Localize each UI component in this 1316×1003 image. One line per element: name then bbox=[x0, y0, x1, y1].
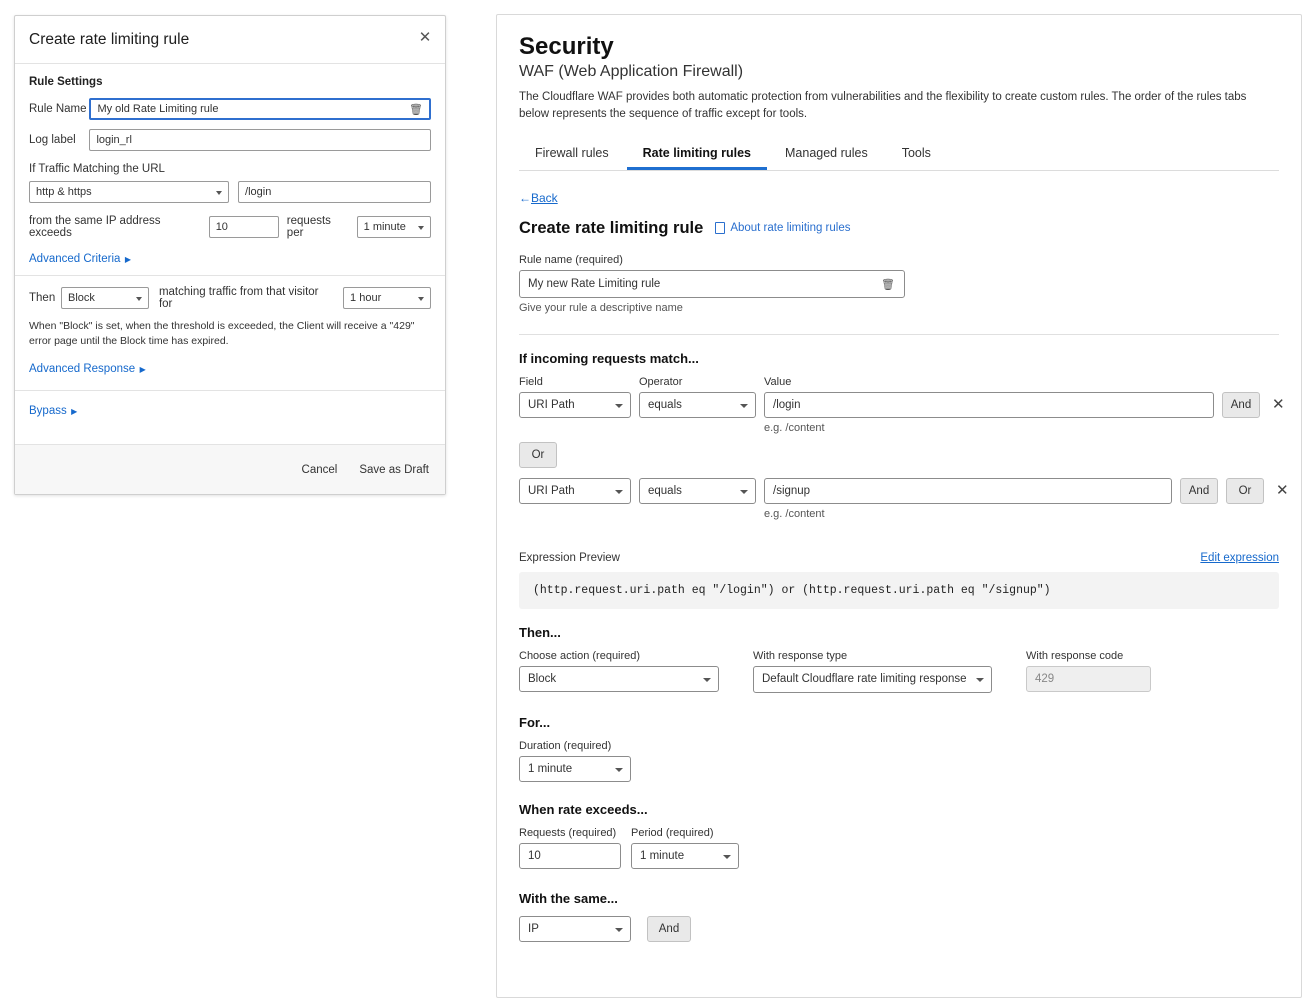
action-value: Block bbox=[528, 672, 557, 685]
action-label: Choose action (required) bbox=[519, 649, 641, 662]
chevron-right-icon-2[interactable]: ▶ bbox=[139, 365, 146, 375]
rate-row bbox=[519, 827, 1279, 869]
dialog-footer bbox=[15, 444, 445, 494]
page-intro: The Cloudflare WAF provides both automatic protection from vulnerabilities and the flexibility to create custom rules. The order of the rules tabs below represents the sequence of traffic except for tools. bbox=[519, 91, 1247, 121]
remove-condition-icon-2[interactable]: ✕ bbox=[1276, 481, 1289, 499]
expression-preview: (http.request.uri.path eq "/login") or (http.request.uri.path eq "/signup") bbox=[519, 572, 1279, 609]
remove-condition-icon[interactable]: ✕ bbox=[1272, 395, 1285, 413]
back-link-label: Back bbox=[531, 190, 558, 205]
value-input-2[interactable] bbox=[764, 478, 1172, 504]
document-icon bbox=[715, 222, 725, 234]
about-rate-limiting-link[interactable] bbox=[715, 222, 850, 234]
duration-value: 1 minute bbox=[528, 762, 573, 775]
dialog-title: Create rate limiting rule bbox=[29, 30, 190, 48]
rule-name-row bbox=[29, 98, 431, 120]
rule-settings-heading: Rule Settings bbox=[29, 76, 103, 88]
duration-select[interactable] bbox=[519, 756, 631, 782]
then-row bbox=[29, 286, 431, 310]
period-value: 1 minute bbox=[363, 221, 406, 233]
url-path-input[interactable] bbox=[238, 181, 431, 203]
threshold-row bbox=[29, 215, 431, 239]
action-select[interactable] bbox=[519, 666, 719, 692]
response-code-value: 429 bbox=[1035, 672, 1055, 685]
response-type-value: Default Cloudflare rate limiting response bbox=[762, 673, 967, 685]
block-duration-select[interactable] bbox=[343, 287, 431, 309]
and-button-characteristic[interactable]: And bbox=[647, 916, 691, 942]
condition-row-2 bbox=[519, 478, 1289, 520]
requests-input[interactable] bbox=[209, 216, 279, 238]
rule-name-help: Give your rule a descriptive name bbox=[519, 301, 683, 314]
expression-label: Expression Preview bbox=[519, 551, 620, 564]
column-header-field: Field bbox=[519, 375, 543, 388]
form-title: Create rate limiting rule bbox=[519, 218, 704, 237]
rule-name-input[interactable] bbox=[519, 270, 905, 298]
period-label: Period (required) bbox=[631, 826, 714, 839]
operator-select-2[interactable] bbox=[639, 478, 756, 504]
rule-name-input[interactable] bbox=[89, 98, 431, 120]
url-row bbox=[29, 181, 431, 203]
value-hint-2: e.g. /content bbox=[764, 507, 825, 520]
field-value-2: URI Path bbox=[528, 484, 575, 497]
rule-name-value: My old Rate Limiting rule bbox=[97, 103, 219, 115]
requests-value: 10 bbox=[528, 849, 541, 862]
value-text-2: /signup bbox=[773, 484, 811, 497]
chevron-right-icon-3[interactable]: ▶ bbox=[71, 407, 78, 417]
chevron-right-icon[interactable]: ▶ bbox=[124, 255, 132, 264]
matching-traffic-label: matching traffic from that visitor for bbox=[158, 286, 319, 310]
value-input[interactable] bbox=[764, 392, 1214, 418]
action-select[interactable] bbox=[61, 287, 149, 309]
divider-2 bbox=[15, 390, 445, 391]
tab-managed-rules[interactable]: Managed rules bbox=[785, 145, 868, 160]
requests-label: Requests (required) bbox=[519, 826, 617, 839]
column-header-operator: Operator bbox=[639, 375, 683, 388]
requests-input[interactable] bbox=[519, 843, 621, 869]
dialog-header bbox=[15, 16, 445, 64]
bypass-toggle[interactable]: Bypass bbox=[29, 405, 67, 418]
edit-expression-link[interactable]: Edit expression bbox=[1200, 551, 1279, 564]
operator-value: equals bbox=[648, 398, 682, 411]
waf-security-panel bbox=[496, 14, 1302, 998]
requests-value: 10 bbox=[215, 221, 228, 233]
and-button[interactable]: And bbox=[1222, 392, 1260, 418]
operator-value-2: equals bbox=[648, 484, 682, 497]
log-label-input[interactable] bbox=[89, 129, 431, 151]
duration-label: Duration (required) bbox=[519, 739, 612, 752]
waf-tabs bbox=[519, 138, 1279, 171]
condition-column-headers bbox=[519, 376, 1279, 392]
block-note: When "Block" is set, when the threshold is exceeded, the Client will receive a "429" error page until the Block time has expired. bbox=[29, 320, 415, 348]
create-rate-limiting-rule-dialog bbox=[14, 15, 446, 495]
value-hint: e.g. /content bbox=[764, 421, 825, 434]
rule-name-label: Rule Name bbox=[29, 103, 87, 115]
log-label-row bbox=[29, 129, 431, 151]
field-select-2[interactable] bbox=[519, 478, 631, 504]
trash-icon[interactable]: 🗑 bbox=[409, 104, 423, 116]
period-value: 1 minute bbox=[640, 849, 685, 862]
url-path-value: /login bbox=[245, 186, 272, 198]
condition-row bbox=[519, 392, 1285, 434]
rule-name-value: My new Rate Limiting rule bbox=[528, 277, 661, 290]
form-title-row bbox=[519, 219, 1279, 238]
and-button-2[interactable]: And bbox=[1180, 478, 1218, 504]
characteristic-row bbox=[519, 916, 1279, 942]
response-type-label: With response type bbox=[753, 649, 848, 662]
block-duration-value: 1 hour bbox=[350, 292, 382, 304]
response-code-label: With response code bbox=[1026, 649, 1124, 662]
page-title: Security bbox=[519, 33, 614, 60]
page-subtitle: WAF (Web Application Firewall) bbox=[519, 63, 744, 80]
advanced-response-toggle[interactable]: Advanced Response bbox=[29, 363, 136, 376]
response-code-input bbox=[1026, 666, 1151, 692]
response-type-select[interactable] bbox=[753, 666, 992, 693]
match-heading: If incoming requests match... bbox=[519, 350, 699, 366]
period-select[interactable] bbox=[631, 843, 739, 869]
or-button[interactable]: Or bbox=[519, 442, 557, 468]
log-label-label: Log label bbox=[29, 134, 76, 146]
value-text: /login bbox=[773, 398, 801, 411]
about-link-label: About rate limiting rules bbox=[730, 222, 851, 234]
scheme-select[interactable] bbox=[29, 181, 229, 203]
cancel-button[interactable]: Cancel bbox=[301, 463, 338, 476]
field-select[interactable] bbox=[519, 392, 631, 418]
same-heading: With the same... bbox=[519, 890, 618, 906]
log-label-value: login_rl bbox=[96, 134, 132, 146]
or-button-2[interactable]: Or bbox=[1226, 478, 1264, 504]
close-icon[interactable]: ✕ bbox=[418, 29, 432, 46]
url-match-label: If Traffic Matching the URL bbox=[29, 163, 165, 175]
save-as-draft-button[interactable]: Save as Draft bbox=[359, 463, 429, 476]
tab-rate-limiting-rules[interactable]: Rate limiting rules bbox=[627, 138, 767, 170]
rule-name-label: Rule name (required) bbox=[519, 253, 623, 266]
rate-heading: When rate exceeds... bbox=[519, 801, 648, 817]
then-row bbox=[519, 650, 1279, 693]
advanced-criteria-toggle[interactable]: Advanced Criteria bbox=[29, 253, 121, 265]
characteristic-value: IP bbox=[528, 922, 539, 935]
trash-icon[interactable]: 🗑 bbox=[881, 278, 895, 291]
period-select[interactable] bbox=[357, 216, 431, 238]
field-value: URI Path bbox=[528, 398, 575, 411]
scheme-value: http & https bbox=[36, 186, 92, 198]
action-value: Block bbox=[67, 292, 95, 304]
then-heading: Then... bbox=[519, 624, 561, 640]
tab-tools[interactable]: Tools bbox=[901, 145, 931, 160]
expression-header bbox=[519, 552, 1279, 564]
then-label: Then bbox=[29, 292, 56, 304]
requests-per-label: requests per bbox=[286, 215, 331, 239]
characteristic-select[interactable] bbox=[519, 916, 631, 942]
column-header-value: Value bbox=[764, 375, 792, 388]
for-heading: For... bbox=[519, 714, 551, 730]
operator-select[interactable] bbox=[639, 392, 756, 418]
divider bbox=[519, 334, 1279, 335]
divider bbox=[15, 275, 445, 276]
back-link[interactable]: ←Back bbox=[519, 190, 558, 205]
tab-firewall-rules[interactable]: Firewall rules bbox=[535, 145, 609, 160]
dialog-body bbox=[15, 64, 445, 419]
exceeds-label: from the same IP address exceeds bbox=[29, 215, 161, 239]
